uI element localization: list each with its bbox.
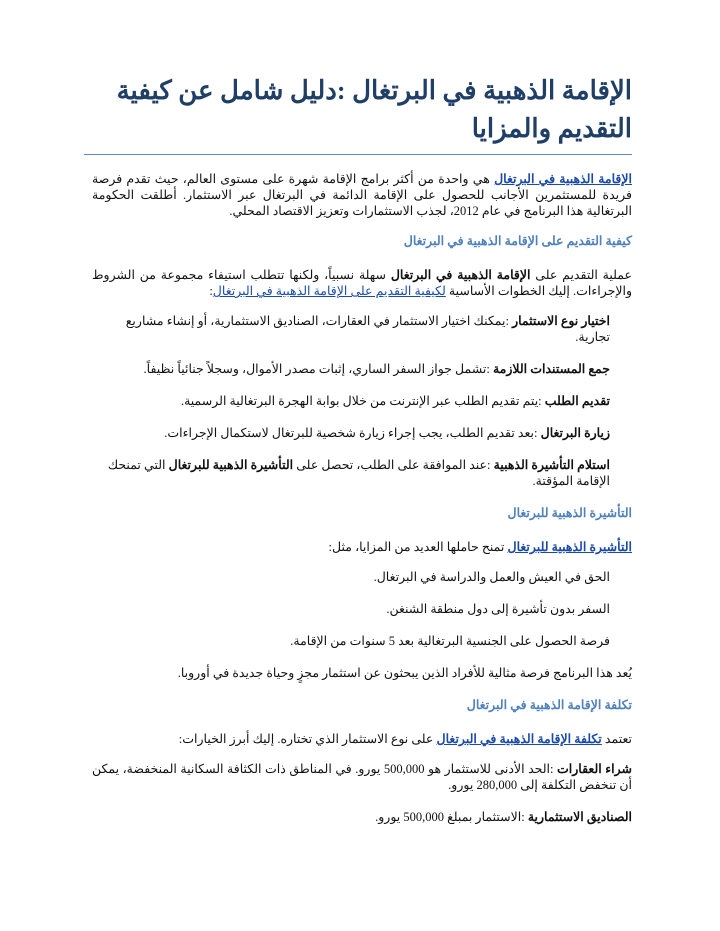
step-text: :عند الموافقة على الطلب، تحصل على <box>293 458 494 472</box>
section1-link[interactable]: لكيفية التقديم على الإقامة الذهبية في البرتغال <box>212 284 446 298</box>
section3-pre: تعتمد <box>601 732 632 746</box>
section1-mid: سهلة نسبياً، ولكنها تتطلب استيفاء مجموعة من الشروط والإجراءات. إليك الخطوات الأساسية <box>92 268 632 298</box>
intro-link[interactable]: الإقامة الذهبية في البرتغال <box>494 172 632 186</box>
step-item <box>92 313 632 345</box>
section2-heading: التأشيرة الذهبية للبرتغال <box>507 506 632 520</box>
step-text: :بعد تقديم الطلب، يجب إجراء زيارة شخصية للبرتغال لاستكمال الإجراءات. <box>164 426 541 440</box>
section2-closing: يُعد هذا البرنامج فرصة مثالية للأفراد الذين يبحثون عن استثمار مجزٍ وحياة جديدة في أوروبا. <box>177 666 632 680</box>
intro-text: هي واحدة من أكثر برامج الإقامة شهرة على مستوى العالم، حيث تقدم فرصة فريدة للمستثمرين الأجانب للحصول على الإقامة الدائمة في البرتغال عبر الاستثمار. أطلقت الحكومة البرتغالية هذا البرنامج في عام 2012، لجذب الاستثمارات وتعزيز الاقتصاد المحلي. <box>92 172 632 218</box>
section3-text: على نوع الاستثمار الذي تختاره. إليك أبرز الخيارات: <box>178 732 437 746</box>
section2-text: تمنح حاملها العديد من المزايا، مثل: <box>328 540 508 554</box>
option-text: :الاستثمار بمبلغ 500,000 يورو. <box>375 810 528 824</box>
section1-paragraph <box>92 267 632 299</box>
section1-heading: كيفية التقديم على الإقامة الذهبية في البرتغال <box>403 234 632 248</box>
intro-paragraph <box>92 171 632 219</box>
step-item <box>92 393 632 409</box>
option-text: :الحد الأدنى للاستثمار هو 500,000 يورو. في المناطق ذات الكثافة السكانية المنخفضة، يمكن أن تنخفض التكلفة إلى 280,000 يورو. <box>92 762 632 792</box>
section1-end: : <box>209 284 213 298</box>
section3-paragraph <box>92 731 632 747</box>
option-bold: الصناديق الاستثمارية <box>527 810 632 824</box>
section3-heading: تكلفة الإقامة الذهبية في البرتغال <box>466 698 632 712</box>
benefit-item: الحق في العيش والعمل والدراسة في البرتغال. <box>373 570 610 584</box>
section3-link[interactable]: تكلفة الإقامة الذهبية في البرتغال <box>436 732 602 746</box>
step-text: :يمكنك اختيار الاستثمار في العقارات، الصناديق الاستثمارية، أو إنشاء مشاريع تجارية. <box>125 314 610 344</box>
title-rest: :دليل شامل عن كيفية التقديم والمزايا <box>116 76 632 143</box>
title-bold: الإقامة الذهبية في البرتغال <box>352 76 632 105</box>
option-item <box>92 809 632 825</box>
section2-paragraph <box>92 539 632 555</box>
step-text: :تشمل جواز السفر الساري، إثبات مصدر الأموال، وسجلاً جنائياً نظيفاً. <box>143 362 493 376</box>
step-item <box>92 457 632 489</box>
step-bold: تقديم الطلب <box>544 394 610 408</box>
step-bold: اختيار نوع الاستثمار <box>512 314 610 328</box>
step-item <box>92 361 632 377</box>
option-item <box>92 761 632 793</box>
section1-bold: الإقامة الذهبية في البرتغال <box>390 268 531 282</box>
step-text-2: التي تمنحك الإقامة المؤقتة. <box>107 458 610 488</box>
option-bold: شراء العقارات <box>557 762 632 776</box>
section2-link[interactable]: التأشيرة الذهبية للبرتغال <box>507 540 632 554</box>
section1-pre: عملية التقديم على <box>530 268 632 282</box>
benefit-item: السفر بدون تأشيرة إلى دول منطقة الشنغن. <box>386 602 610 616</box>
step-bold: استلام التأشيرة الذهبية <box>493 458 610 472</box>
step-bold-2: التأشيرة الذهبية للبرتغال <box>168 458 294 472</box>
step-item <box>92 425 632 441</box>
step-bold: زيارة البرتغال <box>540 426 610 440</box>
page-title <box>84 72 632 155</box>
step-text: :يتم تقديم الطلب عبر الإنترنت من خلال بوابة الهجرة البرتغالية الرسمية. <box>180 394 545 408</box>
benefit-item: فرصة الحصول على الجنسية البرتغالية بعد 5 سنوات من الإقامة. <box>290 634 610 648</box>
step-bold: جمع المستندات اللازمة <box>492 362 610 376</box>
